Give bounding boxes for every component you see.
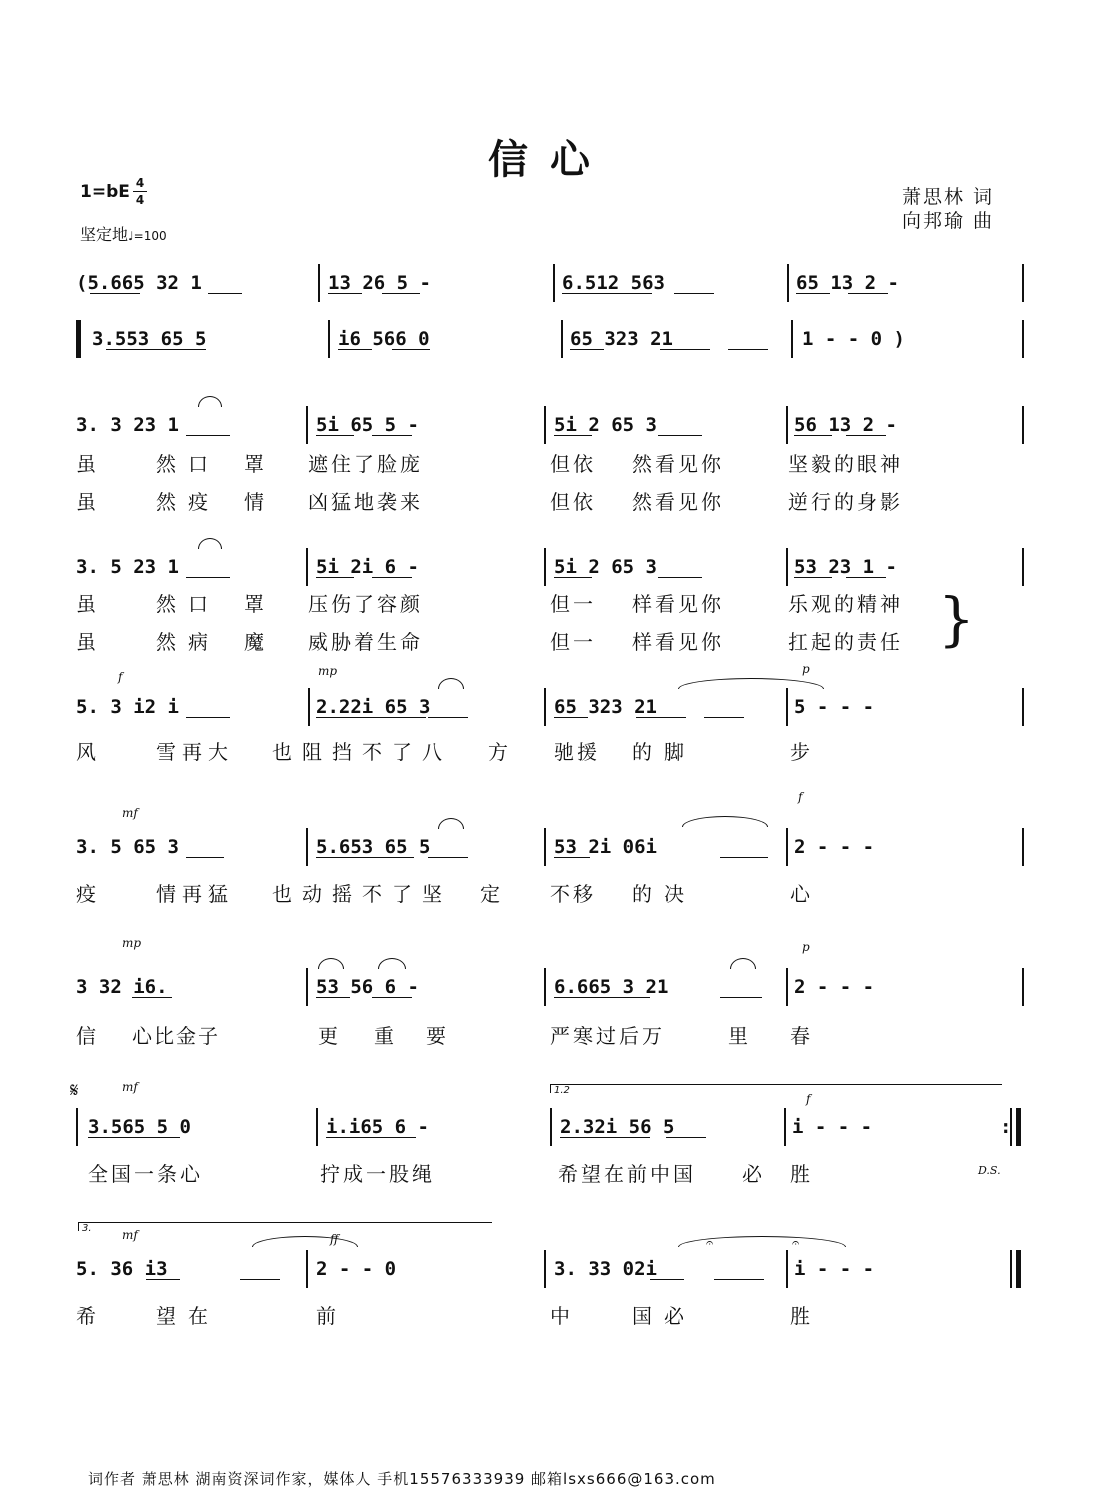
tempo-text: 坚定地 — [80, 225, 129, 244]
dynamic-mf: mf — [122, 1228, 138, 1242]
meter-bottom: 4 — [135, 193, 145, 207]
dynamic-mf: mf — [122, 1080, 138, 1094]
dynamic-mf: mf — [122, 806, 138, 820]
measure: 5. 3 i2 i — [76, 696, 179, 718]
measure: 3. 5 65 3 — [76, 836, 179, 858]
tempo — [80, 222, 167, 245]
lyricist-credit: 萧思林 词 — [902, 186, 995, 208]
dynamic-p: p — [802, 940, 810, 954]
measure: 3. 33 02i — [554, 1258, 657, 1280]
score-row-chorus-2 — [76, 836, 1024, 876]
dynamic-p: p — [802, 662, 810, 676]
measure: 53 2i 06i — [554, 836, 657, 858]
measure: 2 - - - — [794, 836, 875, 858]
measure: 53 56 6 - — [316, 976, 419, 998]
segno-icon: 𝄋 — [70, 1078, 79, 1102]
score-row-refrain — [76, 1116, 1024, 1156]
measure: 2.32i 56 5 — [560, 1116, 675, 1138]
measure: 3.565 5 0 — [88, 1116, 191, 1138]
dynamic-mp: mp — [122, 936, 142, 950]
measure: 3. 3 23 1 — [76, 414, 179, 436]
measure: 2.22i 65 3 — [316, 696, 431, 718]
measure: 3.553 65 5 — [92, 328, 207, 350]
measure: 5i 2 65 3 — [554, 556, 657, 578]
measure: (5.665 32 1 — [76, 272, 202, 294]
measure: 65 323 21 — [554, 696, 657, 718]
measure: 2 - - 0 — [316, 1258, 397, 1280]
measure: 65 323 21 — [570, 328, 673, 350]
measure: 13 26 5 - — [328, 272, 431, 294]
fermata-icon: 𝄐 — [706, 1236, 714, 1251]
score-row-chorus-1 — [76, 696, 1024, 736]
dynamic-f: f — [798, 790, 803, 804]
repeat-dots: : — [1000, 1116, 1012, 1138]
measure: 5.653 65 5 — [316, 836, 431, 858]
measure: i - - - — [792, 1116, 873, 1138]
volta-1-2: 1.2 — [550, 1084, 1002, 1093]
score-row-bridge — [76, 976, 1024, 1016]
measure: 5i 65 5 - — [316, 414, 419, 436]
dynamic-mp: mp — [318, 664, 338, 678]
measure: 53 23 1 - — [794, 556, 897, 578]
measure: i - - - — [794, 1258, 875, 1280]
dynamic-f: f — [118, 670, 123, 684]
volta-3: 3. — [78, 1222, 492, 1231]
meter-top: 4 — [135, 176, 145, 190]
tempo-mark: ♩=100 — [128, 229, 167, 243]
measure: 5 - - - — [794, 696, 875, 718]
measure: 5i 2 65 3 — [554, 414, 657, 436]
dynamic-ff: ff — [330, 1232, 339, 1246]
measure: 56 13 2 - — [794, 414, 897, 436]
measure: i.i65 6 - — [326, 1116, 429, 1138]
measure: i6 566 0 — [338, 328, 430, 350]
dal-segno: D.S. — [978, 1164, 1001, 1177]
measure: 3. 5 23 1 — [76, 556, 179, 578]
composer-credit: 向邦瑜 曲 — [902, 210, 995, 232]
page-title: 信心 — [488, 136, 612, 183]
verse-brace: } — [938, 585, 975, 653]
author-footer: 词作者 萧思林 湖南资深词作家，媒体人 手机15576333939 邮箱lsxs666@163.com — [88, 1470, 716, 1488]
score-row-intro-2 — [76, 328, 1024, 368]
measure: 5i 2i 6 - — [316, 556, 419, 578]
measure: 6.512 563 — [562, 272, 665, 294]
measure: 6.665 3 21 — [554, 976, 669, 998]
measure: 3 32 i6. — [76, 976, 168, 998]
dynamic-f: f — [806, 1092, 811, 1106]
measure: 1 - - 0 ) — [802, 328, 905, 350]
measure: 65 13 2 - — [796, 272, 899, 294]
key-signature: 1=bE — [80, 182, 130, 202]
score-row-intro — [76, 272, 1024, 312]
measure: 5. 36 i3 — [76, 1258, 168, 1280]
fermata-icon: 𝄐 — [792, 1236, 800, 1251]
time-signature — [133, 176, 147, 207]
measure: 2 - - - — [794, 976, 875, 998]
